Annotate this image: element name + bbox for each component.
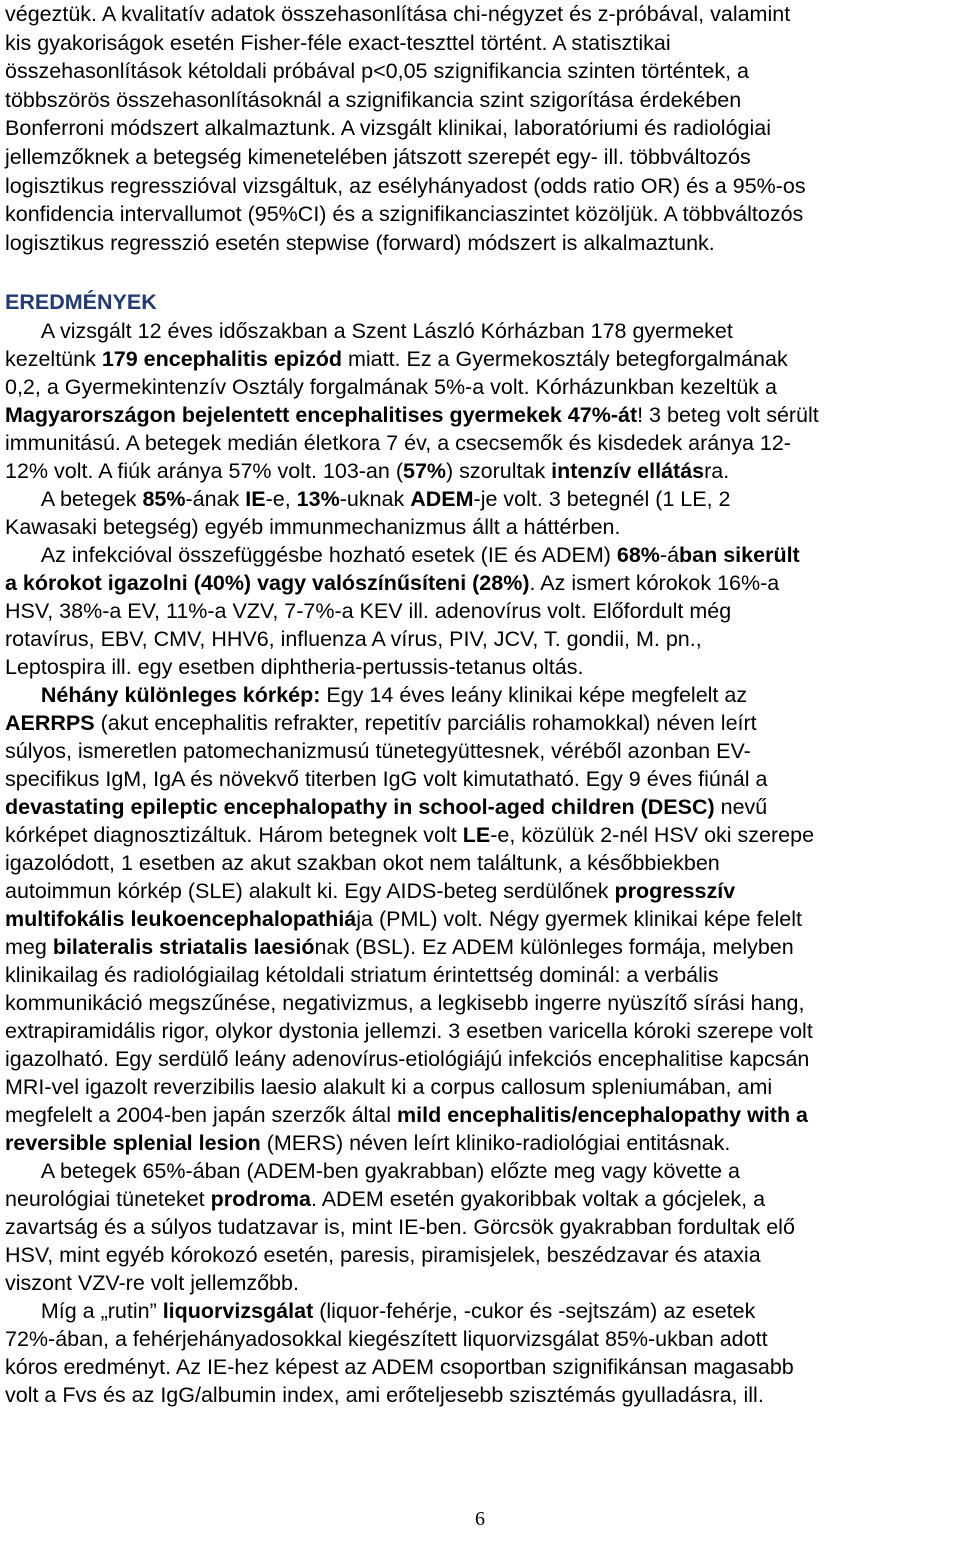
text-line [5,905,802,933]
text-line [5,1045,809,1073]
bold-text: Néhány különleges kórkép: [40,683,321,707]
text-span: nevű [714,795,768,819]
text-line [5,429,791,457]
text-span: Az infekcióval összefüggésbe hozható esetek (IE és ADEM) [5,543,617,567]
page-number: 6 [475,1508,485,1530]
text-span: autoimmun kórkép (SLE) alakult ki. Egy AIDS-beteg serdülőnek [5,879,615,903]
text-span: 72%-ában, a fehérjehányadosokkal kiegészített liquorvizsgálat 85%-ukban adott [5,1327,768,1351]
text-span: volt a Fvs és az IgG/albumin index, ami erőteljesebb szisztémás gyulladásra, ill. [5,1383,764,1407]
text-span: megfelelt a 2004-ben japán szerzők által [5,1103,398,1127]
bold-text: mild encephalitis/encephalopathy with a [397,1103,809,1127]
text-span: -je volt. 3 betegnél (1 LE, 2 [473,487,731,511]
bold-text: reversible splenial lesion [5,1131,261,1155]
text-line [5,513,620,541]
text-line [5,1213,795,1241]
text-line [5,1185,765,1213]
text-span: 12% volt. A fiúk aránya 57% volt. 103-an ( [5,459,403,483]
bold-text: bilateralis striatalis laesió [52,935,315,959]
text-span: (MERS) néven leírt kliniko-radiológiai entitásnak. [260,1131,731,1155]
text-line: logisztikus regresszió esetén stepwise (forward) módszert is alkalmaztunk. [5,230,715,255]
bold-text: devastating epileptic encephalopathy in school-aged children (DESC) [5,795,715,819]
bold-text: 179 encephalitis epizód [101,347,342,371]
text-span: viszont VZV-re volt jellemzőbb. [5,1271,299,1295]
text-line [5,793,767,821]
text-span: A betegek 65%-ában (ADEM-ben gyakrabban) előzte meg vagy követte a [5,1159,740,1183]
text-line [5,373,777,401]
bold-text: a kórokot igazolni (40%) vagy valószínűsíteni (28%) [5,571,530,595]
text-span: -á [659,543,680,567]
text-span: neurológiai tüneteket [5,1187,211,1211]
bold-text: LE [462,823,491,847]
text-line [5,933,794,961]
text-span: (akut encephalitis refrakter, repetitív parciális rohamokkal) néven leírt [94,711,757,735]
text-line: logisztikus regresszióval vizsgáltuk, az esélyhányadost (odds ratio OR) és a 95%-os [5,173,806,198]
bold-text: prodroma [210,1187,311,1211]
text-span: Míg a „rutin” [5,1299,163,1323]
text-line: jellemzőknek a betegség kimenetelében játszott szerepét egy- ill. többváltozós [5,145,751,169]
text-line [5,765,767,793]
text-span: meg [5,935,53,959]
bold-text: 57% [402,459,447,483]
text-span: A vizsgált 12 éves időszakban a Szent László Kórházban 178 gyermeket [5,319,733,343]
bold-text: 68% [616,543,660,567]
text-span: . Az ismert kórokok 16%-a [529,571,780,595]
text-line [5,485,731,513]
text-span: MRI-vel igazolt reverzibilis laesio alakult ki a corpus callosum spleniumában, ami [5,1075,773,1099]
text-span: -e, [265,487,297,511]
text-line [5,345,788,373]
bold-text: liquorvizsgálat [162,1299,314,1323]
bold-text: multifokális leukoencephalopathiá [5,907,357,931]
text-line [5,1157,740,1185]
text-span: nak (BSL). Ez ADEM különleges formája, melyben [314,935,794,959]
text-span: klinikailag és radiológiailag kétoldali striatum érintettség dominál: a verbális [5,963,719,987]
text-line [5,681,747,709]
text-line [5,653,583,681]
text-span: zavartság és a súlyos tudatzavar is, mint IE-ben. Görcsök gyakrabban fordultak elő [5,1215,795,1239]
text-span: igazolódott, 1 esetben az akut szakban okot nem találtunk, a későbbiekben [5,851,720,875]
text-line [5,1325,768,1353]
text-line [5,625,702,653]
text-span: HSV, mint egyéb kórokozó esetén, paresis, piramisjelek, beszédzavar és ataxia [5,1243,761,1267]
text-span: Leptospira ill. egy esetben diphtheria-pertussis-tetanus oltás. [5,655,584,679]
text-span: . ADEM esetén gyakoribbak voltak a gócjelek, a [310,1187,766,1211]
text-span: HSV, 38%-a EV, 11%-a VZV, 7-7%-a KEV ill. adenovírus volt. Előfordult még [5,599,732,623]
text-span: specifikus IgM, IgA és növekvő titerben IgG volt kimutatható. Egy 9 éves fiúnál a [5,767,768,791]
text-line: kis gyakoriságok esetén Fisher-féle exact-teszttel történt. A statisztikai [5,30,671,55]
text-line: végeztük. A kvalitatív adatok összehasonlítása chi-négyzet és z-próbával, valamint [5,2,791,26]
text-line: többszörös összehasonlításoknál a szignifikancia szint szigorítása érdekében [5,87,742,112]
bold-text: IE [245,487,266,511]
bold-text: AERRPS [5,711,95,735]
text-span: igazolható. Egy serdülő leány adenovírus-etiológiájú infekciós encephalitise kapcsán [5,1047,810,1071]
text-span: extrapiramidális rigor, olykor dystonia jellemzi. 3 esetben varicella kóroki szerepe volt [5,1019,813,1043]
text-span: kezeltünk [5,347,102,371]
text-span: Egy 14 éves leány klinikai képe megfelelt az [320,683,748,707]
text-span: 0,2, a Gyermekintenzív Osztály forgalmának 5%-a volt. Kórházunkban kezeltük a [5,375,777,399]
text-span: -e, közülük 2-nél HSV oki szerepe [490,823,815,847]
bold-text: Magyarországon bejelentett encephalitises gyermekek 47%-át [5,403,638,427]
bold-text: ADEM [410,487,474,511]
text-line [5,989,804,1017]
text-line [5,821,814,849]
text-line [5,1353,794,1381]
text-line [5,961,718,989]
text-line [5,1129,730,1157]
text-line [5,1101,808,1129]
text-span: -uknak [339,487,411,511]
text-line [5,1241,761,1269]
text-line [5,1073,772,1101]
text-span: ! 3 beteg volt sérült [637,403,819,427]
text-line [5,541,800,569]
text-span: (liquor-fehérje, -cukor és -sejtszám) az esetek [313,1299,756,1323]
text-span: A betegek [5,487,143,511]
text-line [5,1297,755,1325]
text-span: -ának [185,487,246,511]
bold-text: intenzív ellátás [551,459,705,483]
text-span: kórképet diagnosztizáltuk. Három betegnek volt [5,823,463,847]
text-span: súlyos, ismeretlen patomechanizmusú tünetegyüttesnek, véréből azonban EV- [5,739,751,763]
text-line [5,597,731,625]
text-span: ja (PML) volt. Négy gyermek klinikai képe felelt [356,907,802,931]
text-line: Bonferroni módszert alkalmaztunk. A vizsgált klinikai, laboratóriumi és radiológiai [5,116,771,141]
text-line [5,709,757,737]
text-span: Kawasaki betegség) egyéb immunmechanizmus állt a háttérben. [5,515,621,539]
text-span: immunitású. A betegek medián életkora 7 év, a csecsemők és kisdedek aránya 12- [5,431,791,455]
text-line [5,877,735,905]
text-line [5,457,729,485]
text-line [5,849,720,877]
text-line: konfidencia intervallumot (95%CI) és a szignifikanciaszintet közöljük. A többváltozós [5,202,804,227]
text-line: összehasonlítások kétoldali próbával p<0,05 szignifikancia szinten történtek, a [5,59,749,84]
text-line [5,317,733,345]
bold-text: progresszív [614,879,736,903]
text-line [5,737,751,765]
text-line [5,401,819,429]
bold-text: ban sikerült [679,543,800,567]
bold-text: 85% [142,487,186,511]
text-span: rotavírus, EBV, CMV, HHV6, influenza A vírus, PIV, JCV, T. gondii, M. pn., [5,627,702,651]
bold-text: 13% [296,487,340,511]
section-heading: EREDMÉNYEK [5,290,157,314]
text-line [5,1269,299,1297]
text-span: ra. [704,459,730,483]
text-span: kommunikáció megszűnése, negativizmus, a legkisebb ingerre nyüszítő sírási hang, [5,991,805,1015]
text-line [5,1017,813,1045]
text-span [5,683,41,707]
text-span: miatt. Ez a Gyermekosztály betegforgalmának [341,347,788,371]
text-span: ) szorultak [446,459,552,483]
text-line [5,1381,764,1409]
text-span: kóros eredményt. Az IE-hez képest az ADEM csoportban szignifikánsan magasabb [5,1355,794,1379]
text-line [5,569,779,597]
